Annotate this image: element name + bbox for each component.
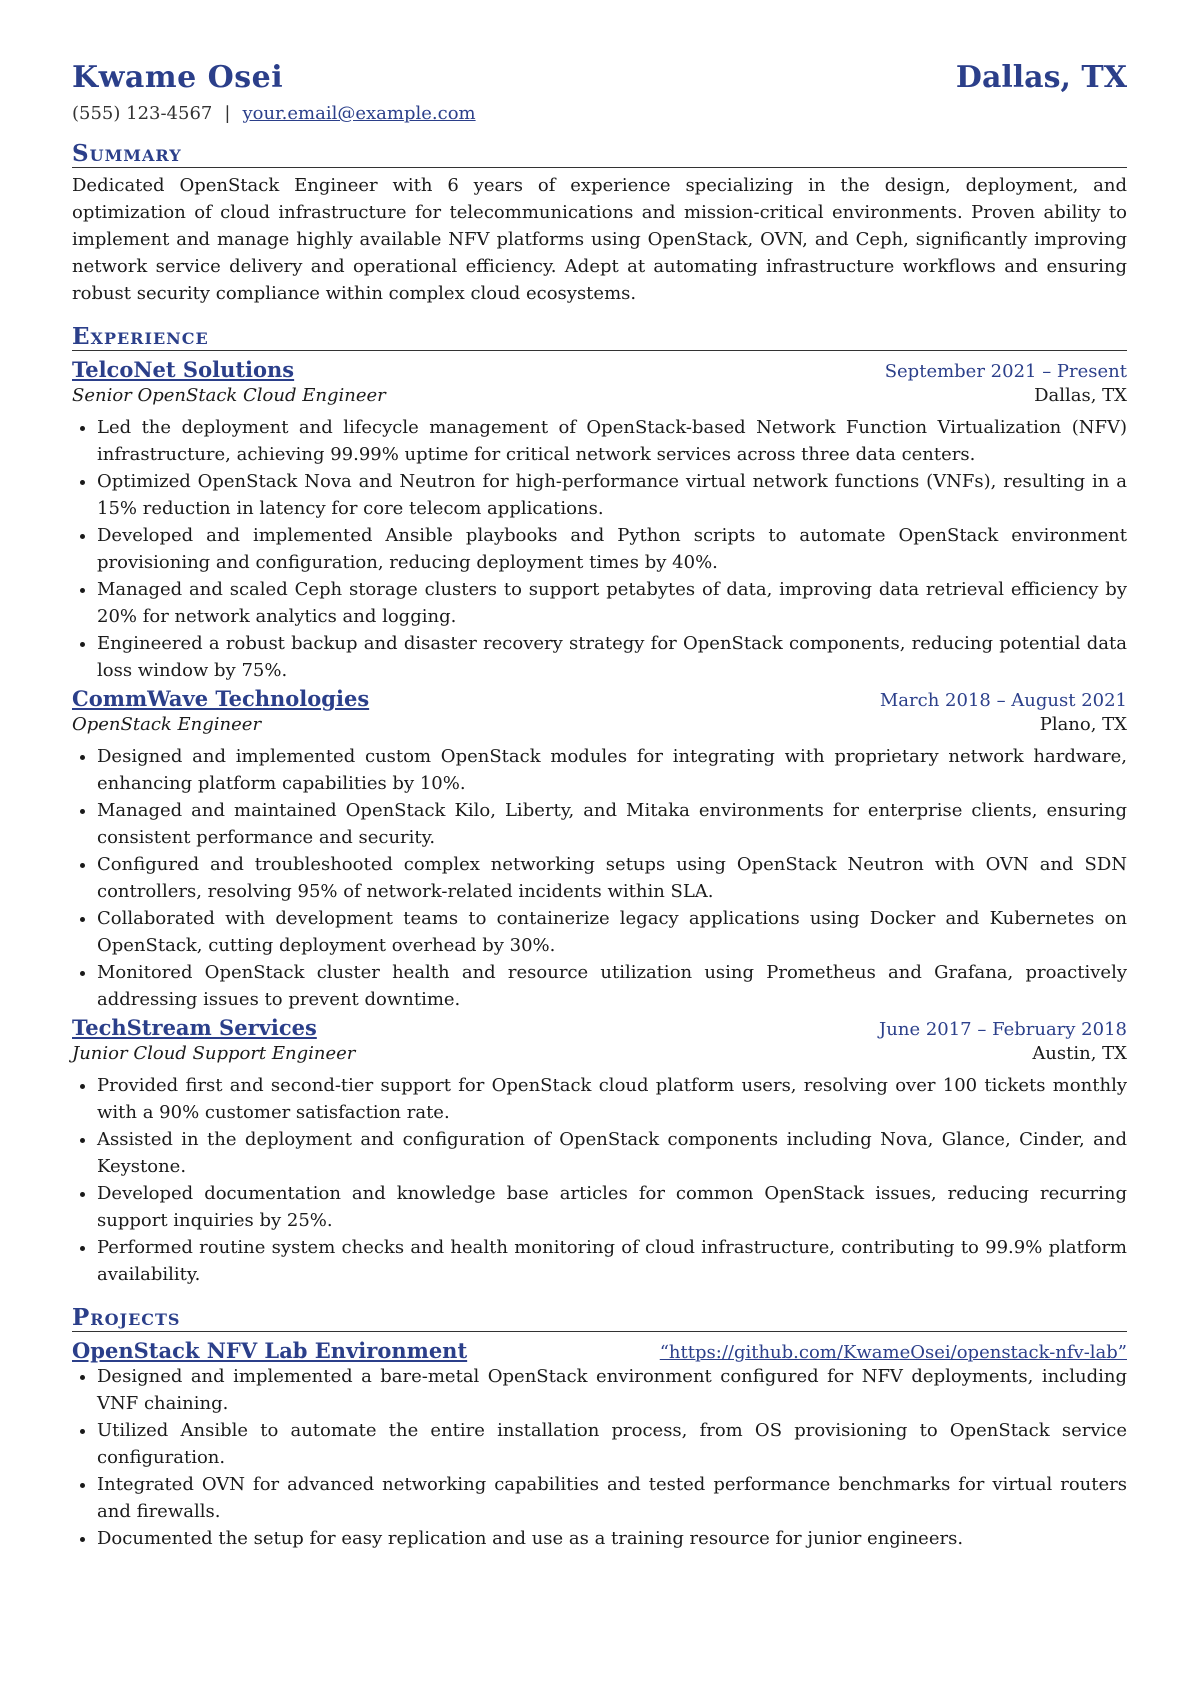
job-role: Junior Cloud Support Engineer [72,1043,356,1065]
contact-separator: | [224,103,231,124]
bullet-item: • Collaborated with development teams to containerize legacy applications using Docker and Kubernetes on OpenStack, cutting deployment overhead by 30%. [97,905,1127,959]
bullet-item: • Developed documentation and knowledge base articles for common OpenStack issues, reducing recurring support inquiries by 25%. [97,1180,1127,1234]
resume-header [72,60,1127,95]
job-dates: June 2017 – February 2018 [879,1019,1127,1041]
bullet-item: • Designed and implemented custom OpenStack modules for integrating with proprietary network hardware, enhancing platform capabilities by 10%. [97,743,1127,797]
bullet-item: • Utilized Ansible to automate the entire installation process, from OS provisioning to OpenStack service configuration. [97,1417,1127,1471]
phone-number: (555) 123-4567 [72,103,213,124]
experience-heading: Experience [72,325,1127,351]
bullet-item: • Assisted in the deployment and configuration of OpenStack components including Nova, Glance, Cinder, and Keystone. [97,1126,1127,1180]
job-bullets [72,1072,1127,1288]
job-entry [72,686,1127,1013]
bullet-item: • Managed and scaled Ceph storage clusters to support petabytes of data, improving data retrieval efficiency by 20% for network analytics and logging. [97,576,1127,630]
bullet-item: • Engineered a robust backup and disaster recovery strategy for OpenStack components, reducing potential data loss window by 75%. [97,630,1127,684]
job-dates: March 2018 – August 2021 [879,690,1127,712]
candidate-name: Kwame Osei [72,60,284,95]
job-location: Dallas, TX [1034,385,1127,407]
bullet-item: • Performed routine system checks and health monitoring of cloud infrastructure, contributing to 99.9% platform availability. [97,1234,1127,1288]
company-name[interactable]: TelcoNet Solutions [72,357,295,383]
job-bullets [72,414,1127,684]
summary-heading: Summary [72,142,1127,168]
candidate-location: Dallas, TX [955,60,1127,95]
project-bullets [72,1363,1127,1552]
job-role: Senior OpenStack Cloud Engineer [72,385,386,407]
job-role: OpenStack Engineer [72,714,262,736]
bullet-item: • Developed and implemented Ansible playbooks and Python scripts to automate OpenStack environment provisioning and configuration, reducing deployment times by 40%. [97,522,1127,576]
project-header [72,1338,1127,1363]
project-link[interactable]: “https://github.com/KwameOsei/openstack-nfv-lab” [659,1342,1127,1364]
bullet-item: • Monitored OpenStack cluster health and resource utilization using Prometheus and Grafana, proactively addressing issues to prevent downtime. [97,959,1127,1013]
bullet-item: • Managed and maintained OpenStack Kilo, Liberty, and Mitaka environments for enterprise clients, ensuring consistent performance and security. [97,797,1127,851]
job-entry [72,357,1127,684]
project-title[interactable]: OpenStack NFV Lab Environment [72,1338,468,1364]
bullet-item: • Optimized OpenStack Nova and Neutron for high-performance virtual network functions (VNFs), resulting in a 15% reduction in latency for core telecom applications. [97,468,1127,522]
projects-heading: Projects [72,1306,1127,1332]
job-location: Plano, TX [1039,714,1127,736]
job-dates: September 2021 – Present [884,361,1127,383]
bullet-item: • Integrated OVN for advanced networking capabilities and tested performance benchmarks for virtual routers and firewalls. [97,1471,1127,1525]
resume-page [72,60,1127,1552]
bullet-item: • Provided first and second-tier support for OpenStack cloud platform users, resolving over 100 tickets monthly with a 90% customer satisfaction rate. [97,1072,1127,1126]
bullet-item: • Led the deployment and lifecycle management of OpenStack-based Network Function Virtualization (NFV) infrastructure, achieving 99.99% uptime for critical network services across three data centers. [97,414,1127,468]
company-name[interactable]: TechStream Services [72,1015,317,1041]
job-entry [72,1015,1127,1288]
bullet-item: • Designed and implemented a bare-metal OpenStack environment configured for NFV deployments, including VNF chaining. [97,1363,1127,1417]
job-bullets [72,743,1127,1013]
contact-line [72,103,1127,124]
email-link[interactable]: your.email@example.com [242,103,476,124]
job-location: Austin, TX [1032,1043,1127,1065]
company-name[interactable]: CommWave Technologies [72,686,370,712]
bullet-item: • Documented the setup for easy replication and use as a training resource for junior engineers. [97,1525,1127,1552]
bullet-item: • Configured and troubleshooted complex networking setups using OpenStack Neutron with OVN and SDN controllers, resolving 95% of network-related incidents within SLA. [97,851,1127,905]
summary-text: Dedicated OpenStack Engineer with 6 years of experience specializing in the design, deployment, and optimization of cloud infrastructure for telecommunications and mission-critical environments. Proven ability to implement and manage highly available NFV platforms using OpenStack, OVN, and Ceph, significantly improving network service delivery and operational efficiency. Adept at automating infrastructure workflows and ensuring robust security compliance within complex cloud ecosystems. [72,175,1127,305]
